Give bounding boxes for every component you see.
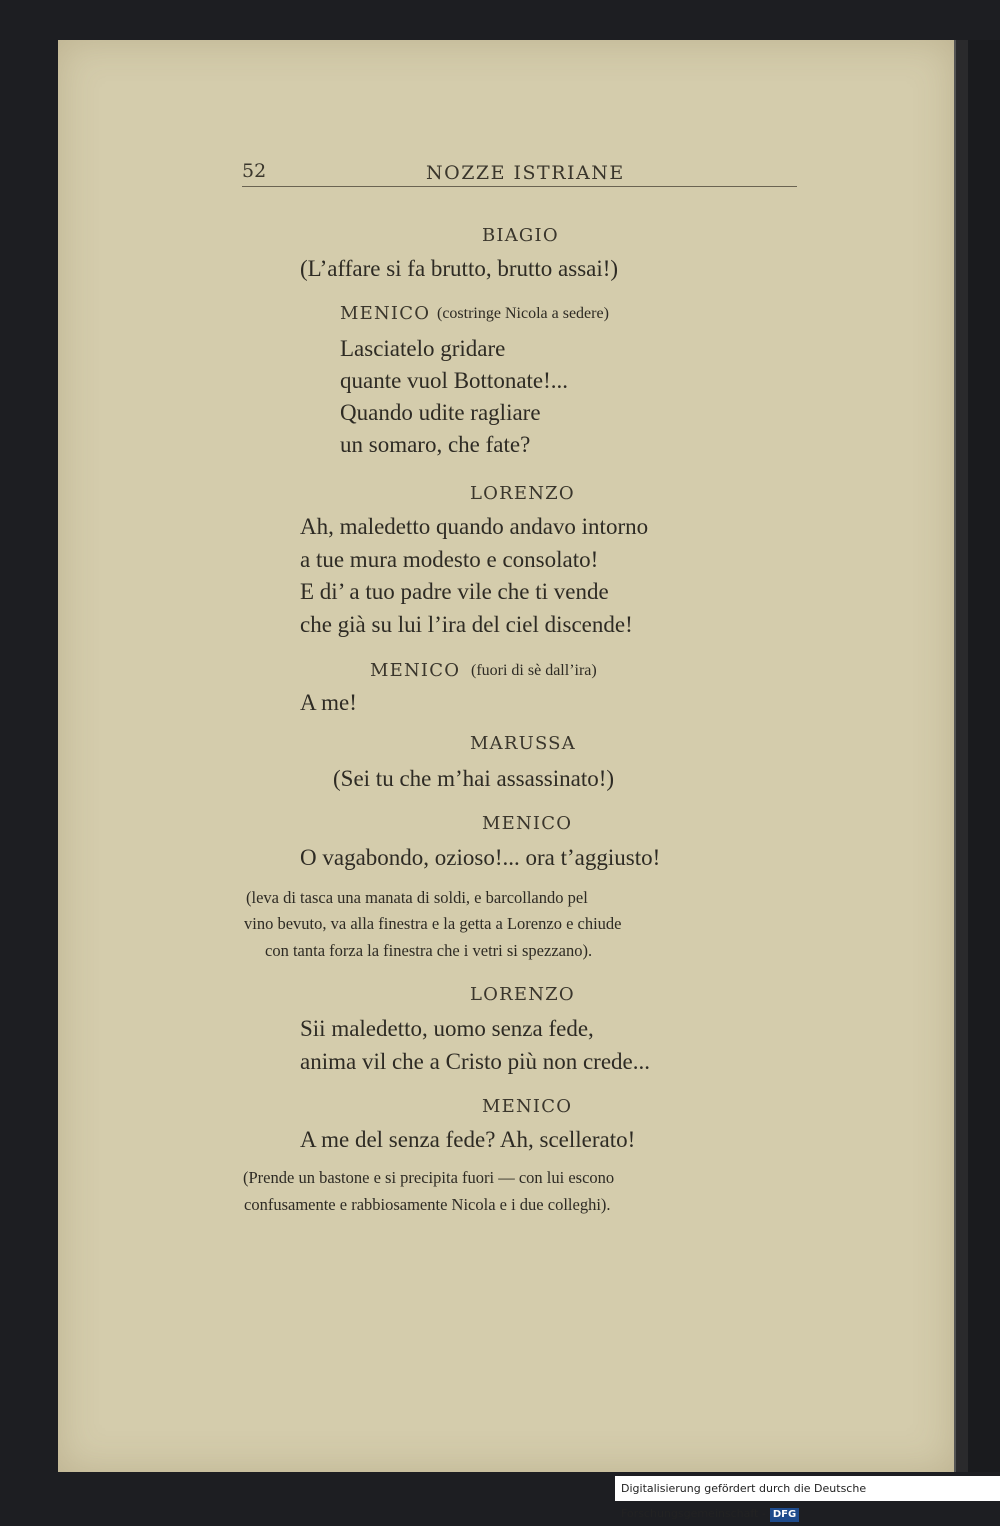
speaker-biagio: BIAGIO <box>482 225 559 246</box>
stage-direction: vino bevuto, va alla finestra e la getta a Lorenzo e chiude <box>244 914 622 933</box>
verse-line: Quando udite ragliare <box>340 400 541 425</box>
running-header <box>242 160 797 187</box>
page-number: 52 <box>242 160 267 182</box>
verse-line: (Sei tu che m’hai assassinato!) <box>333 766 615 791</box>
verse-line: Lasciatelo gridare <box>340 336 506 361</box>
stage-direction: confusamente e rabbiosamente Nicola e i due colleghi). <box>244 1195 611 1214</box>
speaker-menico: MENICO <box>482 1096 573 1117</box>
scan-background <box>968 40 1000 1472</box>
digitization-credit <box>615 1476 1000 1520</box>
speaker-lorenzo: LORENZO <box>470 483 575 504</box>
verse-line: un somaro, che fate? <box>340 432 531 457</box>
book-page <box>58 40 954 1472</box>
speaker-menico: MENICO <box>340 303 431 324</box>
speaker-menico: MENICO <box>482 813 573 834</box>
stage-direction: (costringe Nicola a sedere) <box>437 305 609 322</box>
verse-line: quante vuol Bottonate!... <box>340 368 569 393</box>
verse-line: Sii maledetto, uomo senza fede, <box>300 1016 594 1041</box>
stage-direction: (Prende un bastone e si precipita fuori — con lui escono <box>243 1168 615 1187</box>
verse-line: A me! <box>300 690 357 715</box>
dfg-logo: DFG <box>770 1508 799 1522</box>
verse-line: E di’ a tuo padre vile che ti vende <box>300 579 609 604</box>
speaker-lorenzo: LORENZO <box>470 984 575 1005</box>
stage-direction: con tanta forza la finestra che i vetri si spezzano). <box>265 941 593 960</box>
verse-line: (L’affare si fa brutto, brutto assai!) <box>300 256 619 281</box>
verse-line: A me del senza fede? Ah, scellerato! <box>300 1127 636 1152</box>
speaker-marussa: MARUSSA <box>470 733 576 754</box>
speaker-menico: MENICO <box>370 660 461 681</box>
verse-line: anima vil che a Cristo più non crede... <box>300 1049 651 1074</box>
stage-direction: (leva di tasca una manata di soldi, e barcollando pel <box>246 888 588 907</box>
verse-line: O vagabondo, ozioso!... ora t’aggiusto! <box>300 845 661 870</box>
verse-line: a tue mura modesto e consolato! <box>300 547 599 572</box>
stage-direction: (fuori di sè dall’ira) <box>471 662 597 679</box>
credit-text: Digitalisierung gefördert durch die Deutsche Forschungsgemeinschaft - <box>621 1482 867 1520</box>
verse-line: che già su lui l’ira del ciel discende! <box>300 612 633 637</box>
running-title: NOZZE ISTRIANE <box>426 162 625 184</box>
verse-line: Ah, maledetto quando andavo intorno <box>300 514 649 539</box>
